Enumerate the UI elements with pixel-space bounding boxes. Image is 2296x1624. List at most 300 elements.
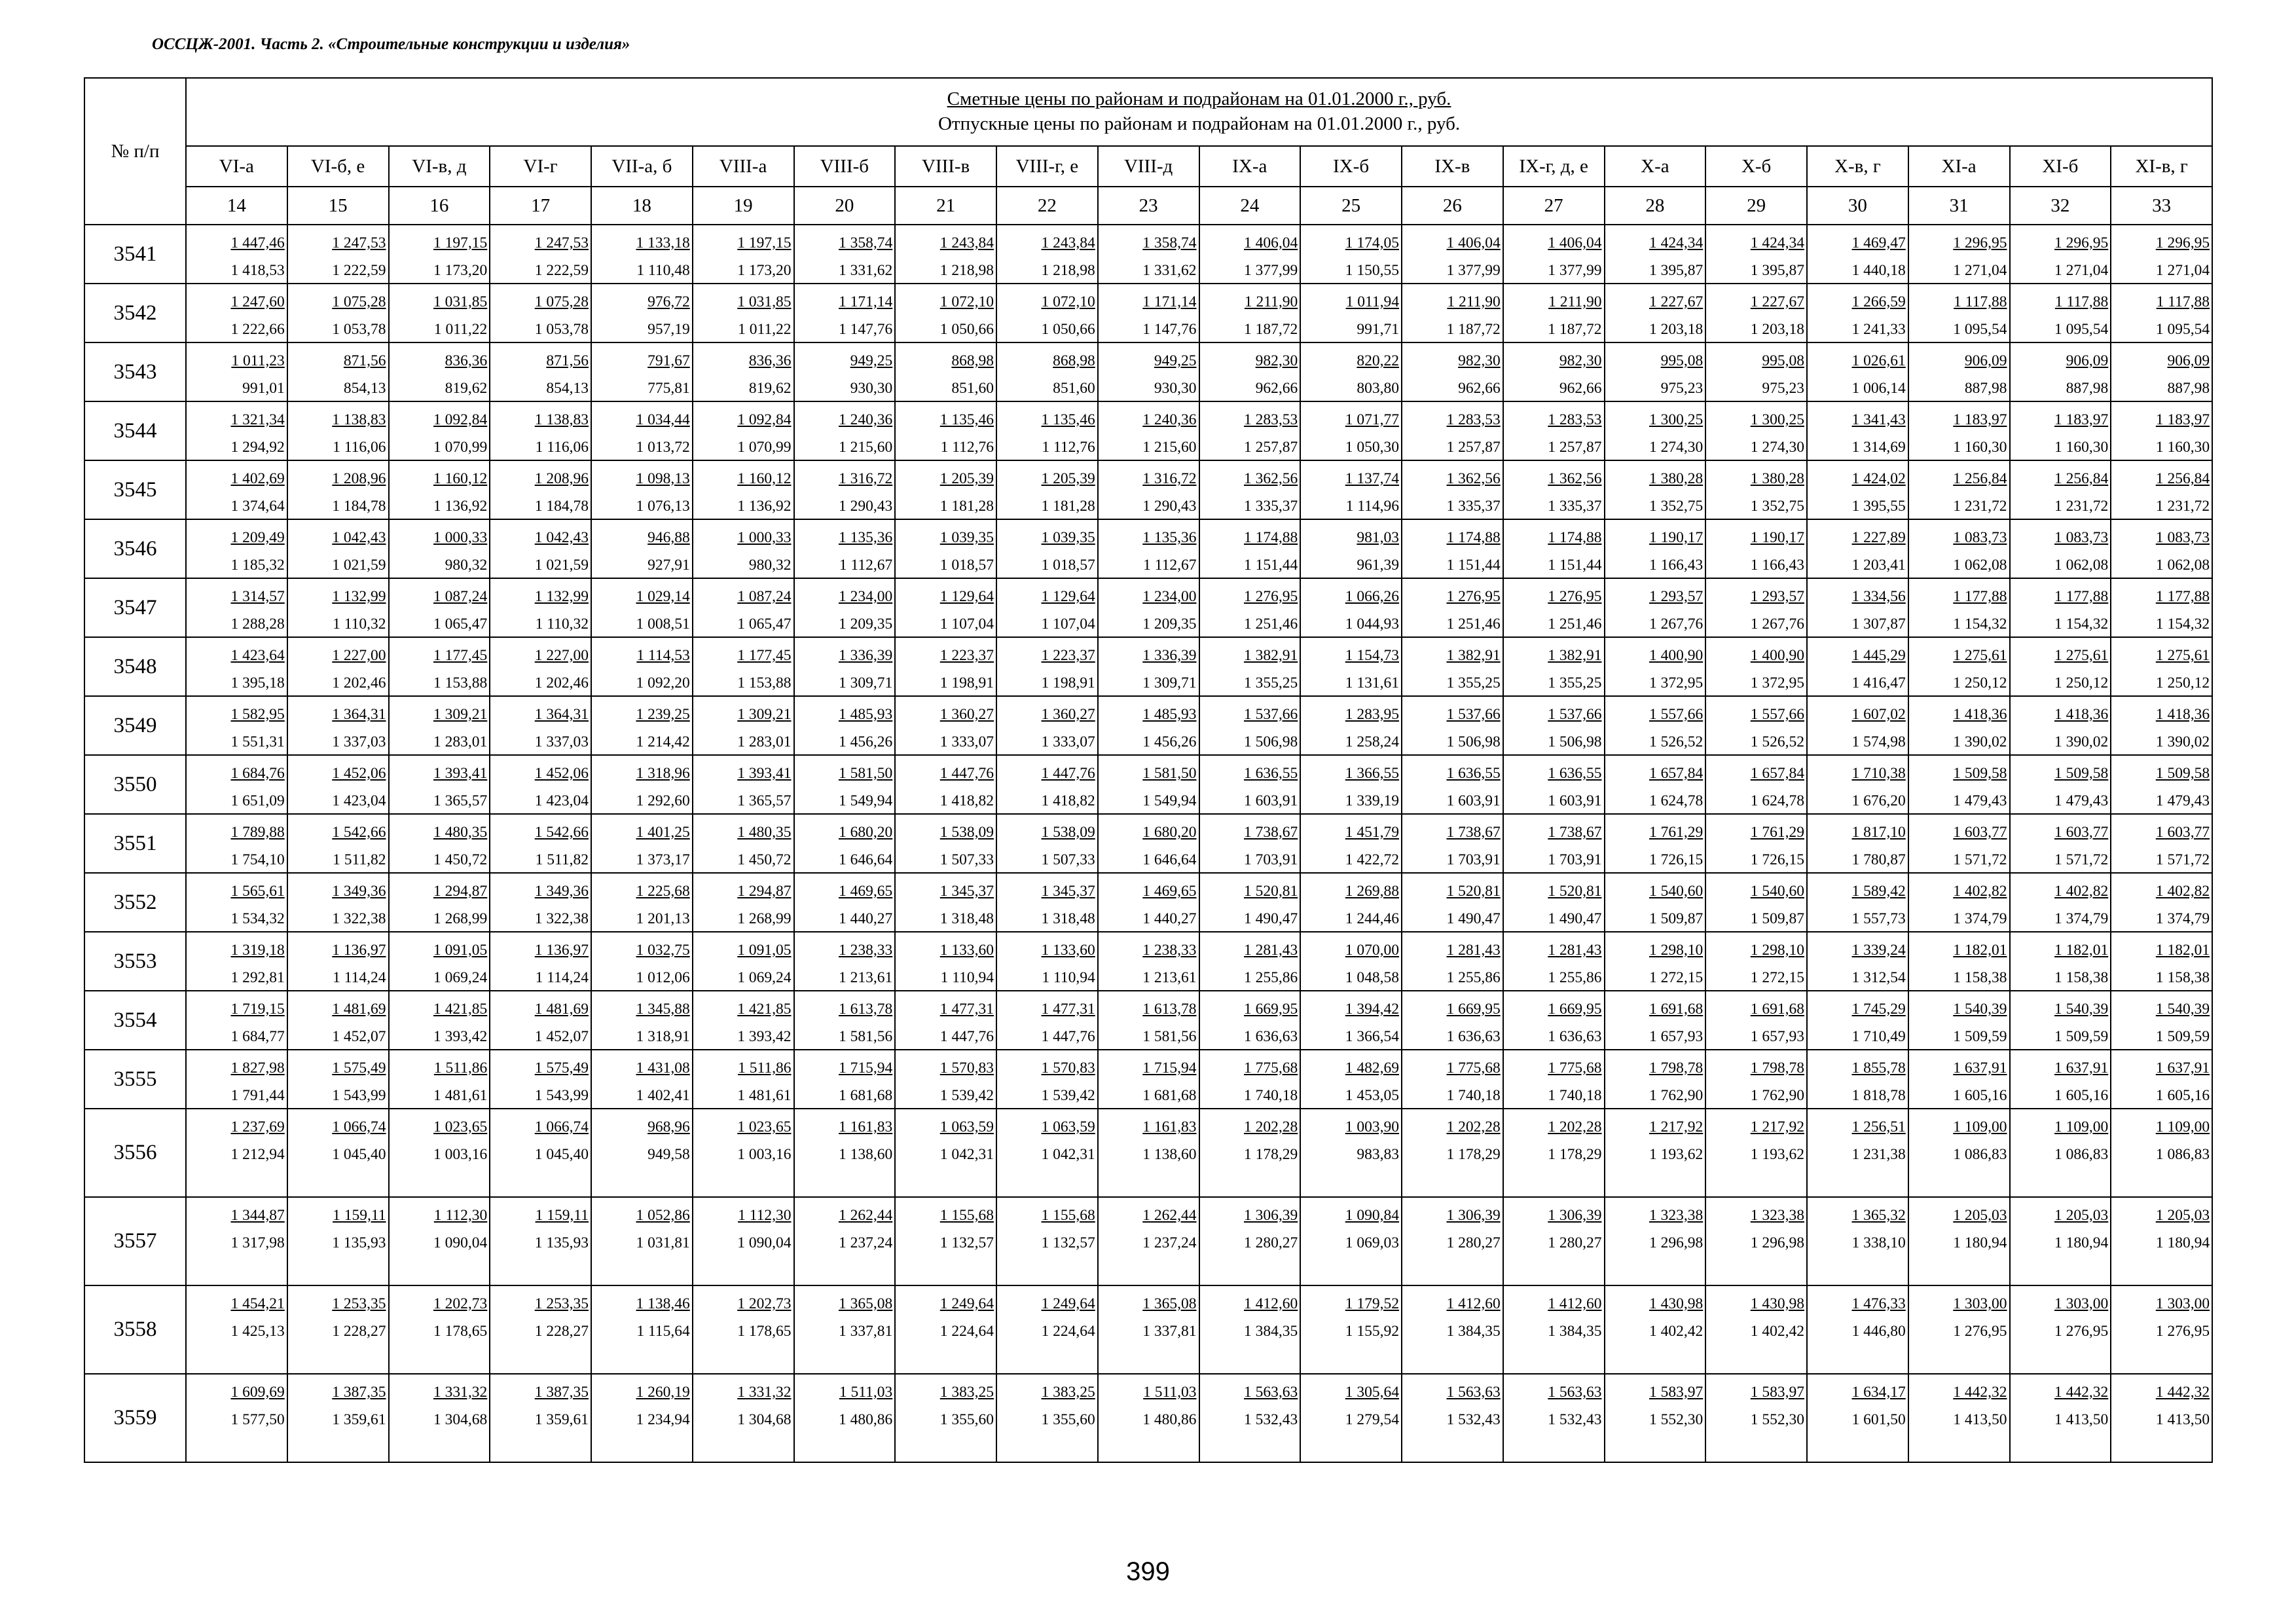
price-cell [2010, 1285, 2111, 1374]
price-cell [490, 284, 591, 342]
release-price: 1 173,20 [737, 262, 792, 279]
price-cell [794, 873, 896, 932]
estimate-price: 1 454,21 [230, 1295, 285, 1312]
release-price: 1 255,86 [1244, 969, 1298, 986]
price-cell [1807, 755, 1908, 814]
price-cell [1503, 1050, 1605, 1109]
region-header: IX-а [1199, 146, 1301, 187]
price-cell [389, 342, 490, 401]
release-price: 1 395,87 [1750, 262, 1804, 279]
price-cell [1402, 755, 1503, 814]
estimate-price: 1 520,81 [1446, 883, 1501, 900]
price-cell [1402, 1109, 1503, 1197]
estimate-price: 1 011,94 [1345, 293, 1399, 310]
price-cell [1300, 578, 1402, 637]
estimate-price: 1 321,34 [230, 411, 285, 428]
estimate-price: 1 205,39 [939, 470, 994, 487]
estimate-price: 1 581,50 [839, 765, 893, 782]
estimate-price: 1 211,90 [1548, 293, 1602, 310]
release-price: 1 506,98 [1446, 733, 1501, 750]
release-price: 1 069,03 [1345, 1234, 1399, 1251]
estimate-price: 1 197,15 [737, 234, 792, 251]
price-cell [794, 696, 896, 755]
estimate-price: 1 509,58 [2054, 765, 2109, 782]
release-price: 1 222,66 [230, 321, 285, 338]
estimate-price: 1 540,39 [2054, 1001, 2109, 1018]
release-price: 949,58 [647, 1146, 690, 1163]
estimate-price: 1 345,88 [636, 1001, 690, 1018]
price-cell [1605, 696, 1706, 755]
price-cell [1605, 755, 1706, 814]
release-price: 1 158,38 [2054, 969, 2109, 986]
estimate-price: 1 000,33 [433, 529, 488, 546]
estimate-price: 1 256,84 [2054, 470, 2109, 487]
price-cell [996, 519, 1098, 578]
estimate-price: 1 314,57 [230, 588, 285, 605]
price-cell [996, 755, 1098, 814]
price-cell [996, 991, 1098, 1050]
price-cell [794, 991, 896, 1050]
release-price: 1 154,32 [2054, 616, 2109, 633]
price-cell [591, 578, 693, 637]
price-cell [490, 460, 591, 519]
release-price: 1 318,48 [939, 910, 994, 927]
release-price: 1 180,94 [2054, 1234, 2109, 1251]
price-cell [287, 284, 389, 342]
price-cell [1199, 991, 1301, 1050]
estimate-price: 1 202,28 [1244, 1118, 1298, 1135]
release-price: 1 110,32 [535, 616, 589, 633]
price-cell [1098, 1050, 1199, 1109]
column-number: 20 [794, 187, 896, 225]
release-price: 1 095,54 [1953, 321, 2007, 338]
estimate-price: 1 637,91 [2054, 1060, 2109, 1077]
price-cell [1908, 873, 2010, 932]
estimate-price: 1 275,61 [2054, 647, 2109, 664]
price-cell [1605, 1109, 1706, 1197]
table-row [84, 1374, 2212, 1462]
estimate-price: 1 227,00 [332, 647, 386, 664]
release-price: 1 107,04 [939, 616, 994, 633]
release-price: 1 154,32 [1953, 616, 2007, 633]
estimate-price: 1 109,00 [2054, 1118, 2109, 1135]
estimate-price: 1 182,01 [2054, 942, 2109, 959]
release-price: 1 187,72 [1446, 321, 1501, 338]
estimate-price: 1 208,96 [332, 470, 386, 487]
release-price: 1 290,43 [839, 498, 893, 515]
release-price: 975,23 [1762, 380, 1804, 397]
release-price: 1 352,75 [1750, 498, 1804, 515]
price-cell [490, 1374, 591, 1462]
estimate-price: 1 083,73 [1953, 529, 2007, 546]
price-cell [1098, 519, 1199, 578]
estimate-price: 1 247,53 [534, 234, 589, 251]
estimate-price: 1 402,82 [2155, 883, 2210, 900]
estimate-price: 1 262,44 [1142, 1207, 1197, 1224]
release-price: 1 479,43 [2155, 792, 2210, 809]
price-cell [1098, 225, 1199, 284]
price-cell [1705, 519, 1807, 578]
price-cell [1098, 284, 1199, 342]
release-price: 1 384,35 [1446, 1323, 1501, 1340]
release-price: 1 526,52 [1750, 733, 1804, 750]
release-price: 1 155,92 [1345, 1323, 1399, 1340]
release-price: 1 280,27 [1548, 1234, 1602, 1251]
release-price: 1 338,10 [1851, 1234, 1906, 1251]
release-price: 1 132,57 [1041, 1234, 1095, 1251]
estimate-price: 1 092,84 [737, 411, 792, 428]
estimate-price: 1 657,84 [1649, 765, 1704, 782]
estimate-price: 1 160,12 [737, 470, 792, 487]
estimate-price: 1 738,67 [1244, 824, 1298, 841]
price-cell [186, 1109, 287, 1197]
estimate-price: 1 223,37 [1041, 647, 1095, 664]
row-number: 3548 [84, 637, 186, 696]
estimate-price: 982,30 [1559, 352, 1602, 369]
release-price: 1 309,71 [1142, 674, 1197, 692]
price-cell [287, 578, 389, 637]
price-cell [895, 1050, 996, 1109]
release-price: 1 154,32 [2155, 616, 2210, 633]
release-price: 1 402,41 [636, 1087, 690, 1104]
release-price: 1 532,43 [1548, 1411, 1602, 1428]
price-cell [287, 814, 389, 873]
estimate-price: 1 300,25 [1750, 411, 1804, 428]
price-cell [389, 1050, 490, 1109]
release-price: 1 237,24 [1142, 1234, 1197, 1251]
estimate-price: 1 129,64 [939, 588, 994, 605]
price-cell [2111, 342, 2212, 401]
price-cell [287, 460, 389, 519]
price-cell [591, 1374, 693, 1462]
estimate-price: 1 303,00 [2054, 1295, 2109, 1312]
estimate-price: 1 155,68 [1041, 1207, 1095, 1224]
price-cell [1605, 225, 1706, 284]
release-price: 1 681,68 [1142, 1087, 1197, 1104]
release-price: 1 138,60 [839, 1146, 893, 1163]
release-price: 1 018,57 [1041, 557, 1095, 574]
price-cell [1503, 1109, 1605, 1197]
release-price: 1 456,26 [839, 733, 893, 750]
price-cell [1503, 1285, 1605, 1374]
release-price: 1 571,72 [2054, 851, 2109, 868]
price-cell [2010, 284, 2111, 342]
estimate-price: 1 234,00 [839, 588, 893, 605]
price-cell [794, 814, 896, 873]
price-cell [1908, 932, 2010, 991]
price-cell [1300, 342, 1402, 401]
estimate-price: 982,30 [1458, 352, 1501, 369]
price-cell [1402, 1374, 1503, 1462]
release-price: 1 605,16 [2155, 1087, 2210, 1104]
estimate-price: 1 364,31 [534, 706, 589, 723]
row-number: 3542 [84, 284, 186, 342]
price-cell [490, 814, 591, 873]
release-price: 1 413,50 [2155, 1411, 2210, 1428]
estimate-price: 1 306,39 [1244, 1207, 1298, 1224]
estimate-price: 1 393,41 [433, 765, 488, 782]
estimate-price: 1 358,74 [1142, 234, 1197, 251]
price-cell [1605, 1285, 1706, 1374]
column-number: 30 [1807, 187, 1908, 225]
price-cell [186, 1374, 287, 1462]
price-cell [996, 225, 1098, 284]
estimate-price: 981,03 [1357, 529, 1399, 546]
price-cell [186, 225, 287, 284]
price-cell [1605, 991, 1706, 1050]
estimate-price: 1 205,03 [2155, 1207, 2210, 1224]
price-cell [1908, 1109, 2010, 1197]
estimate-price: 1 227,00 [534, 647, 589, 664]
release-price: 854,13 [343, 380, 386, 397]
price-cell [996, 932, 1098, 991]
estimate-price: 836,36 [748, 352, 792, 369]
estimate-price: 1 031,85 [433, 293, 488, 310]
estimate-price: 1 583,97 [1649, 1384, 1704, 1401]
price-cell [1300, 637, 1402, 696]
price-cell [591, 1050, 693, 1109]
estimate-price: 1 112,30 [738, 1207, 792, 1224]
release-price: 962,66 [1255, 380, 1298, 397]
estimate-price: 1 715,94 [1142, 1060, 1197, 1077]
row-number: 3547 [84, 578, 186, 637]
price-cell [1705, 932, 1807, 991]
release-price: 1 135,93 [332, 1234, 386, 1251]
release-price: 1 490,47 [1548, 910, 1602, 927]
release-price: 1 339,19 [1345, 792, 1399, 809]
row-number: 3555 [84, 1050, 186, 1109]
estimate-price: 836,36 [445, 352, 488, 369]
price-cell [996, 1197, 1098, 1285]
estimate-price: 1 177,45 [433, 647, 488, 664]
release-price: 887,98 [2167, 380, 2210, 397]
estimate-price: 1 481,69 [332, 1001, 386, 1018]
price-cell [693, 1285, 794, 1374]
price-cell [389, 519, 490, 578]
estimate-price: 1 276,95 [1548, 588, 1602, 605]
release-price: 1 440,27 [839, 910, 893, 927]
estimate-price: 1 138,46 [636, 1295, 690, 1312]
release-price: 1 135,93 [534, 1234, 589, 1251]
release-price: 1 178,29 [1548, 1146, 1602, 1163]
release-price: 1 355,60 [1041, 1411, 1095, 1428]
release-price: 1 423,04 [332, 792, 386, 809]
price-cell [2010, 873, 2111, 932]
release-price: 1 045,40 [332, 1146, 386, 1163]
estimate-price: 1 424,02 [1851, 470, 1906, 487]
release-price: 1 228,27 [534, 1323, 589, 1340]
price-cell [1908, 519, 2010, 578]
release-price: 1 268,99 [737, 910, 792, 927]
estimate-price: 1 565,61 [230, 883, 285, 900]
price-cell [591, 932, 693, 991]
release-price: 1 218,98 [1041, 262, 1095, 279]
release-price: 1 011,22 [738, 321, 792, 338]
estimate-price: 1 129,64 [1041, 588, 1095, 605]
price-cell [287, 401, 389, 460]
estimate-price: 1 223,37 [939, 647, 994, 664]
release-price: 1 086,83 [1953, 1146, 2007, 1163]
price-cell [490, 578, 591, 637]
price-cell [1503, 284, 1605, 342]
price-cell [2111, 637, 2212, 696]
price-cell [1503, 225, 1605, 284]
release-price: 1 372,95 [1750, 674, 1804, 692]
release-price: 1 003,16 [433, 1146, 488, 1163]
price-cell [591, 460, 693, 519]
price-cell [287, 637, 389, 696]
price-cell [1908, 637, 2010, 696]
release-price: 1 636,63 [1446, 1028, 1501, 1045]
row-number: 3552 [84, 873, 186, 932]
table-body [84, 225, 2212, 1462]
release-price: 1 359,61 [534, 1411, 589, 1428]
estimate-price: 1 190,17 [1649, 529, 1704, 546]
release-price: 1 045,40 [534, 1146, 589, 1163]
price-cell [2010, 991, 2111, 1050]
price-cell [1908, 991, 2010, 1050]
release-price: 1 402,42 [1649, 1323, 1704, 1340]
estimate-price: 1 540,60 [1649, 883, 1704, 900]
row-number: 3550 [84, 755, 186, 814]
estimate-price: 1 469,65 [839, 883, 893, 900]
release-price: 1 251,46 [1446, 616, 1501, 633]
estimate-price: 1 520,81 [1244, 883, 1298, 900]
release-price: 1 416,47 [1851, 674, 1906, 692]
estimate-price: 1 183,97 [2155, 411, 2210, 428]
release-price: 1 335,37 [1244, 498, 1298, 515]
estimate-price: 1 183,97 [2054, 411, 2109, 428]
release-price: 1 740,18 [1548, 1087, 1602, 1104]
estimate-price: 1 283,53 [1244, 411, 1298, 428]
release-price: 1 374,64 [230, 498, 285, 515]
price-cell [1807, 284, 1908, 342]
release-price: 1 193,62 [1649, 1146, 1704, 1163]
release-price: 1 187,72 [1548, 321, 1602, 338]
price-cell [2010, 932, 2111, 991]
release-price: 1 274,30 [1750, 439, 1804, 456]
release-price: 854,13 [546, 380, 589, 397]
estimate-price: 1 537,66 [1548, 706, 1602, 723]
price-cell [1807, 932, 1908, 991]
release-price: 1 509,87 [1750, 910, 1804, 927]
release-price: 1 395,55 [1851, 498, 1906, 515]
release-price: 1 377,99 [1244, 262, 1298, 279]
estimate-price: 1 177,45 [737, 647, 792, 664]
release-price: 1 355,25 [1446, 674, 1501, 692]
estimate-price: 1 137,74 [1345, 470, 1399, 487]
release-price: 1 539,42 [939, 1087, 994, 1104]
price-cell [1605, 873, 1706, 932]
table-row [84, 696, 2212, 755]
table-row [84, 460, 2212, 519]
estimate-price: 1 431,08 [636, 1060, 690, 1077]
price-cell [1098, 342, 1199, 401]
release-price: 1 151,44 [1548, 557, 1602, 574]
price-cell [1605, 637, 1706, 696]
release-price: 1 294,92 [230, 439, 285, 456]
release-price: 1 791,44 [230, 1087, 285, 1104]
price-cell [490, 755, 591, 814]
release-price: 927,91 [647, 557, 690, 574]
estimate-price: 1 174,88 [1548, 529, 1602, 546]
price-cell [996, 342, 1098, 401]
price-cell [693, 578, 794, 637]
release-price: 1 481,61 [433, 1087, 488, 1104]
price-cell [693, 284, 794, 342]
price-cell [591, 873, 693, 932]
release-price: 1 288,28 [230, 616, 285, 633]
estimate-price: 1 247,53 [332, 234, 386, 251]
price-cell [1605, 401, 1706, 460]
release-price: 1 228,27 [332, 1323, 386, 1340]
estimate-price: 1 083,73 [2155, 529, 2210, 546]
price-cell [1605, 1374, 1706, 1462]
price-cell [693, 519, 794, 578]
price-cell [1503, 460, 1605, 519]
price-cell [1705, 1050, 1807, 1109]
release-price: 1 509,87 [1649, 910, 1704, 927]
release-price: 1 490,47 [1244, 910, 1298, 927]
price-cell [2111, 1050, 2212, 1109]
estimate-price: 1 383,25 [939, 1384, 994, 1401]
release-price: 1 440,27 [1142, 910, 1197, 927]
release-price: 1 268,99 [433, 910, 488, 927]
price-cell [1199, 342, 1301, 401]
release-price: 1 393,42 [433, 1028, 488, 1045]
release-price: 1 636,63 [1244, 1028, 1298, 1045]
release-price: 1 603,91 [1244, 792, 1298, 809]
estimate-price: 1 031,85 [737, 293, 792, 310]
estimate-price: 1 480,35 [737, 824, 792, 841]
release-price: 1 333,07 [1041, 733, 1095, 750]
estimate-price: 1 334,56 [1851, 588, 1906, 605]
release-price: 1 095,54 [2054, 321, 2109, 338]
price-cell [1503, 873, 1605, 932]
region-header: XI-а [1908, 146, 2010, 187]
release-price: 1 359,61 [332, 1411, 386, 1428]
price-cell [1705, 696, 1807, 755]
release-price: 1 180,94 [1953, 1234, 2007, 1251]
release-price: 1 740,18 [1244, 1087, 1298, 1104]
price-cell [1503, 342, 1605, 401]
price-cell [996, 1285, 1098, 1374]
price-cell [996, 578, 1098, 637]
price-cell [1605, 284, 1706, 342]
price-cell [1402, 519, 1503, 578]
table-row [84, 284, 2212, 342]
price-cell [895, 991, 996, 1050]
price-cell [1807, 225, 1908, 284]
estimate-price: 1 540,60 [1750, 883, 1804, 900]
estimate-price: 1 557,66 [1649, 706, 1704, 723]
estimate-price: 1 303,00 [2155, 1295, 2210, 1312]
release-price: 1 178,65 [433, 1323, 488, 1340]
price-cell [1807, 814, 1908, 873]
release-price: 1 209,35 [839, 616, 893, 633]
price-cell [591, 696, 693, 755]
release-price: 1 198,91 [1041, 674, 1095, 692]
price-cell [287, 519, 389, 578]
release-price: 1 296,98 [1750, 1234, 1804, 1251]
estimate-price: 1 382,91 [1244, 647, 1298, 664]
estimate-price: 1 260,19 [636, 1384, 690, 1401]
estimate-price: 1 293,57 [1750, 588, 1804, 605]
estimate-price: 1 511,86 [738, 1060, 792, 1077]
price-cell [1098, 814, 1199, 873]
estimate-price: 1 366,55 [1345, 765, 1399, 782]
price-cell [1807, 1285, 1908, 1374]
